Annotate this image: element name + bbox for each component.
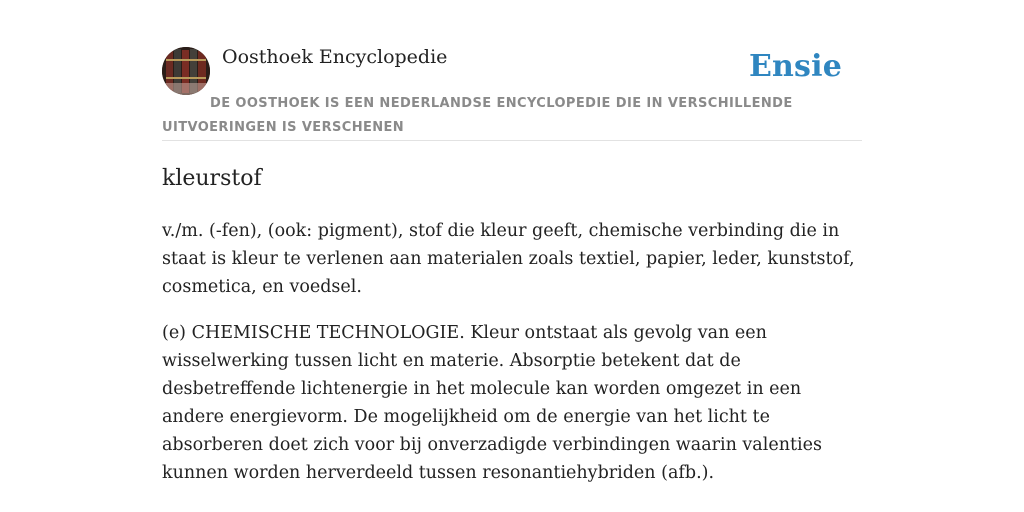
- site-header: [162, 40, 862, 141]
- entry-paragraph: (e) CHEMISCHE TECHNOLOGIE. Kleur ontstaat als gevolg van een wisselwerking tussen licht en materie. Absorptie betekent dat de desbetreffende lichtenergie in het molecule kan worden omgezet in een andere energievorm. De mogelijkheid om de energie van het licht te absorberen doet zich voor bij onverzadigde verbindingen waarin valenties kunnen worden herverdeeld tussen resonantiehybriden (afb.).: [162, 323, 822, 483]
- entry-body: [162, 217, 862, 487]
- entry-paragraph: v./m. (-fen), (ook: pigment), stof die kleur geeft, chemische verbinding die in staat is kleur te verlenen aan materialen zoals textiel, papier, leder, kunststof, cosmetica, en voedsel.: [162, 221, 855, 297]
- entry-title: kleurstof: [162, 166, 262, 191]
- book-spines-avatar-icon[interactable]: [162, 47, 210, 95]
- page-container: [162, 40, 862, 487]
- site-tagline: DE OOSTHOEK IS EEN NEDERLANDSE ENCYCLOPEDIE DIE IN VERSCHILLENDE UITVOERINGEN IS VERSCHENEN: [162, 96, 793, 135]
- site-name[interactable]: Oosthoek Encyclopedie: [222, 46, 448, 68]
- ensie-logo-link[interactable]: Ensie: [748, 49, 842, 84]
